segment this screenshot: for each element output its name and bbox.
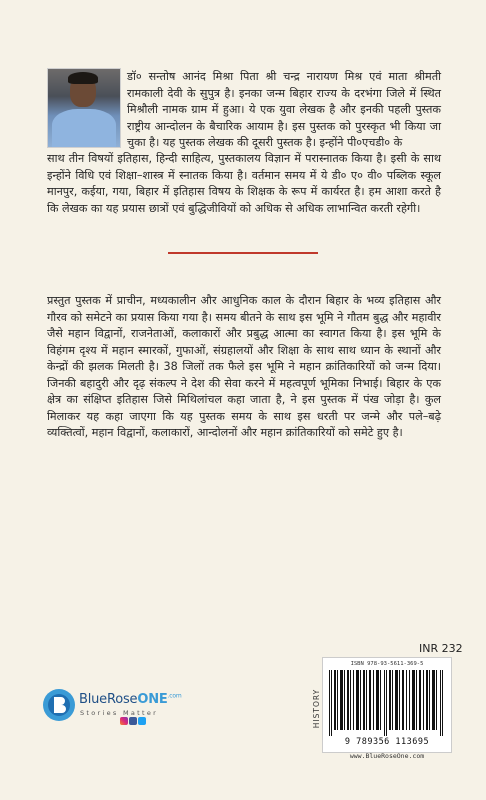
category-label: HISTORY [312, 688, 322, 729]
twitter-icon [138, 717, 146, 725]
bluerose-logo-icon [42, 688, 76, 722]
barcode [322, 657, 452, 753]
isbn-label: ISBN 978-93-5611-369-5 [350, 661, 424, 667]
facebook-icon [129, 717, 137, 725]
barcode-bars [329, 670, 445, 736]
isbn-digits: 9 789356 113695 [344, 737, 430, 747]
website-url: www.BlueRoseOne.com [349, 752, 425, 760]
publisher-name-part2: ONE [137, 692, 168, 707]
publisher-name-part1: BlueRose [79, 692, 138, 707]
instagram-icon [120, 717, 128, 725]
section-divider [168, 252, 318, 254]
social-icons [120, 717, 146, 727]
publisher-name [79, 692, 181, 707]
publisher-tagline: Stories Matter [80, 709, 159, 717]
author-bio-first: डॉ० सन्तोष आनंद मिश्रा पिता श्री चन्द्र नारायण मिश्र एवं माता श्रीमती रामकाली देवी के सुपुत्र है। इनका जन्म बिहार राज्य के दरभंगा जिले में स्थित मिश्रौली नामक ग्राम में हुआ। ये एक युवा लेखक है और इनकी पहली पुस्तक राष्ट्रीय आन्दोलन के बैचारिक आयाम है। इस पुस्तक को पुरस्कृत भी किया जा चुका है। यह पुस्तक लेखक की दूसरी पुस्तक है। इन्होंने पी०एचडी० के [127, 70, 441, 149]
author-bio-second: साथ तीन विषयों इतिहास, हिन्दी साहित्य, पुस्तकालय विज्ञान में परास्नातक किया है। इसी के साथ इन्होंने विधि एवं शिक्षा–शास्त्र में स्नातक किया है। वर्तमान समय में ये डी० ए० वी० पब्लिक स्कूल मानपुर, कईया, गया, बिहार में इतिहास विषय के शिक्षक के रूप में कार्यरत है। हम आशा करते है कि लेखक का यह प्रयास छात्रों एवं बुद्धिजीवियों को अधिक से अधिक लाभान्वित करती रहेगी। [47, 152, 441, 215]
price-label: INR 232 [419, 642, 463, 655]
book-description: प्रस्तुत पुस्तक में प्राचीन, मध्यकालीन और आधुनिक काल के दौरान बिहार के भव्य इतिहास और गौरव को समेटने का प्रयास किया गया है। समय बीतने के साथ इस भूमि ने गौतम बुद्ध और महावीर जैसे महान विद्वानों, राजनेताओं, कलाकारों और प्रबुद्ध आत्मा का स्वागत किया है। इस भूमि के विहंगम दृश्य में महान स्मारकों, गुफाओं, संग्रहालयों और शिक्षा के साथ साथ ध्यान के स्थानों और केन्द्रों की झलक मिलती है। 38 जिलों तक फैले इस भूमि ने महान क्रांतिकारियों को जन्म दिया। जिनकी बहादुरी और दृढ़ संकल्प ने देश की सेवा करने में महत्वपूर्ण भूमिका निभाई। बिहार के एक क्षेत्र का संक्षिप्त इतिहास जिसे मिथिलांचल कहा जाता है, ने इस पुस्तक में पंख जोड़ा है। कुल मिलाकर यह कहा जाएगा कि यह पुस्तक समय के साथ इस धरती पर जन्मे और पले–बढ़े व्यक्तित्वों, महान विद्वानों, कलाकारों, आन्दोलनों और महान क्रांतिकारियों को समेटे हुए है। [47, 294, 441, 439]
author-photo [47, 68, 121, 148]
publisher-suffix: .com [167, 692, 182, 700]
